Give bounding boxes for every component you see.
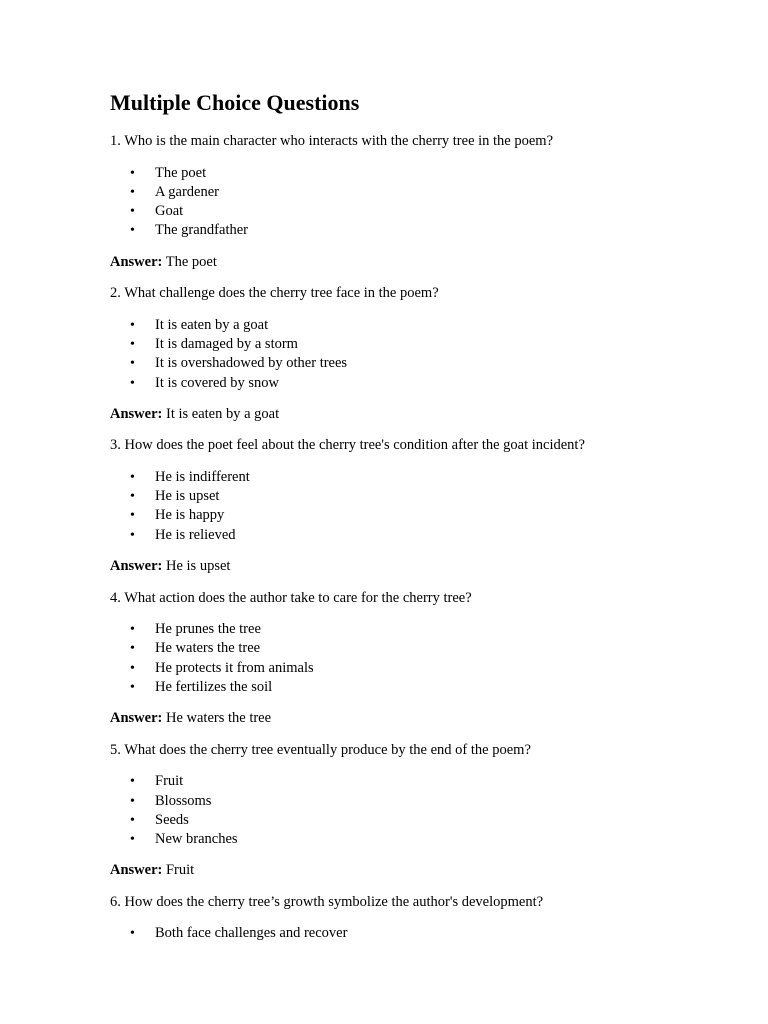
option-list	[110, 468, 730, 545]
option-label: It is eaten by a goat	[155, 316, 269, 333]
bullet-icon: •	[130, 489, 135, 505]
option-label: Seeds	[155, 811, 189, 828]
bullet-icon: •	[130, 336, 135, 352]
answer-value: He waters the tree	[165, 710, 272, 727]
option-label: It is damaged by a storm	[155, 335, 298, 352]
option-item	[110, 354, 730, 373]
answer-value: The poet	[165, 253, 217, 270]
bullet-icon: •	[130, 832, 135, 848]
option-item	[110, 164, 730, 183]
answer-value: He is upset	[165, 558, 231, 575]
option-label: The poet	[155, 164, 207, 181]
option-list	[110, 772, 730, 849]
bullet-icon: •	[130, 679, 135, 695]
question-text: 6. How does the cherry tree’s growth symbolize the author's development?	[110, 893, 544, 910]
bullet-icon: •	[130, 317, 135, 333]
option-item	[110, 620, 730, 639]
option-list	[110, 924, 730, 943]
option-item	[110, 202, 730, 221]
bullet-icon: •	[130, 793, 135, 809]
option-item	[110, 792, 730, 811]
option-item	[110, 487, 730, 506]
document-page	[110, 88, 730, 956]
bullet-icon: •	[130, 469, 135, 485]
bullet-icon: •	[130, 812, 135, 828]
answer-label: Answer:	[110, 405, 163, 422]
answer-value: It is eaten by a goat	[165, 405, 280, 422]
option-item	[110, 639, 730, 658]
option-label: He is indifferent	[155, 468, 250, 485]
option-item	[110, 374, 730, 393]
answer-value: Fruit	[165, 862, 195, 879]
option-item	[110, 316, 730, 335]
option-label: He prunes the tree	[155, 621, 261, 638]
option-item	[110, 811, 730, 830]
bullet-icon: •	[130, 622, 135, 638]
answer-label: Answer:	[110, 862, 163, 879]
option-item	[110, 468, 730, 487]
option-label: It is overshadowed by other trees	[155, 355, 348, 372]
option-item	[110, 506, 730, 525]
option-item	[110, 830, 730, 849]
question-list	[110, 132, 730, 944]
question-text: 4. What action does the author take to care for the cherry tree?	[110, 589, 472, 606]
bullet-icon: •	[130, 641, 135, 657]
option-list	[110, 316, 730, 393]
option-label: Blossoms	[155, 792, 212, 809]
bullet-icon: •	[130, 508, 135, 524]
bullet-icon: •	[130, 660, 135, 676]
answer-line	[110, 557, 730, 577]
bullet-icon: •	[130, 774, 135, 790]
bullet-icon: •	[130, 184, 135, 200]
answer-label: Answer:	[110, 558, 163, 575]
option-label: He is relieved	[155, 526, 236, 543]
option-item	[110, 924, 730, 943]
option-label: He fertilizes the soil	[155, 678, 273, 695]
option-label: He protects it from animals	[155, 659, 314, 676]
option-item	[110, 678, 730, 697]
answer-line	[110, 253, 730, 273]
option-item	[110, 221, 730, 240]
question-text: 1. Who is the main character who interacts with the cherry tree in the poem?	[110, 133, 554, 149]
question-text: 3. How does the poet feel about the cherry tree's condition after the goat incident?	[110, 437, 585, 454]
option-label: A gardener	[155, 183, 220, 200]
option-label: The grandfather	[155, 222, 248, 239]
bullet-icon: •	[130, 223, 135, 239]
bullet-icon: •	[130, 926, 135, 942]
answer-line	[110, 861, 730, 881]
answer-line	[110, 405, 730, 425]
answer-label: Answer:	[110, 253, 163, 270]
page-title: Multiple Choice Questions	[110, 90, 360, 115]
option-label: He is happy	[155, 507, 225, 524]
bullet-icon: •	[130, 375, 135, 391]
question-text: 2. What challenge does the cherry tree face in the poem?	[110, 285, 439, 302]
option-item	[110, 659, 730, 678]
bullet-icon: •	[130, 527, 135, 543]
option-label: It is covered by snow	[155, 374, 280, 391]
option-label: New branches	[155, 831, 238, 848]
option-label: He waters the tree	[155, 640, 261, 657]
bullet-icon: •	[130, 165, 135, 181]
bullet-icon: •	[130, 356, 135, 372]
bullet-icon: •	[130, 204, 135, 220]
option-item	[110, 335, 730, 354]
option-list	[110, 164, 730, 241]
option-item	[110, 526, 730, 545]
option-item	[110, 183, 730, 202]
option-label: Fruit	[155, 773, 184, 790]
option-item	[110, 772, 730, 791]
answer-line	[110, 709, 730, 729]
question-text: 5. What does the cherry tree eventually produce by the end of the poem?	[110, 741, 531, 758]
answer-label: Answer:	[110, 710, 163, 727]
option-label: Goat	[155, 203, 184, 220]
option-label: He is upset	[155, 488, 220, 505]
option-label: Both face challenges and recover	[155, 925, 348, 942]
option-list	[110, 620, 730, 697]
